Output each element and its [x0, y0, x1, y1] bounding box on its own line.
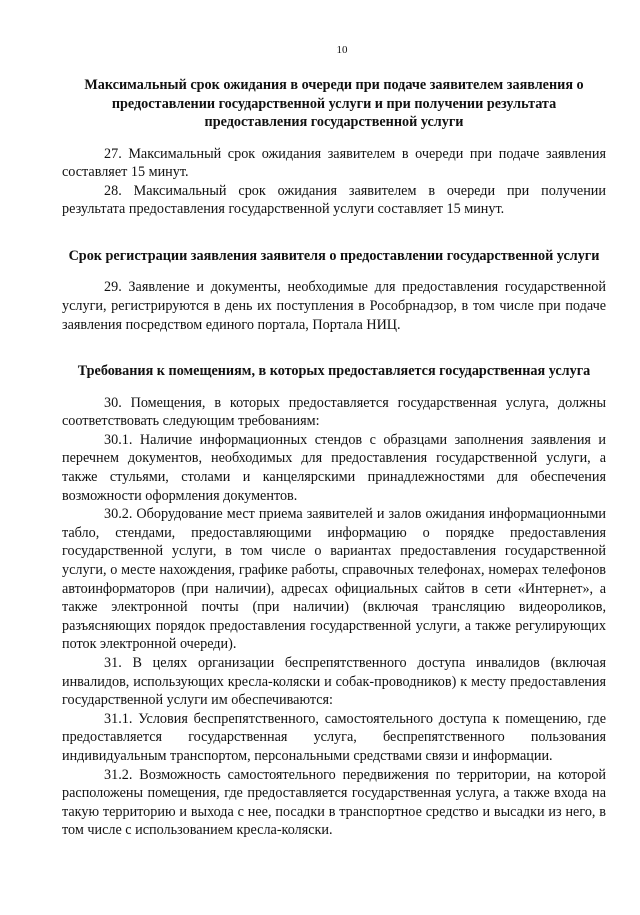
section-heading-registration-term: Срок регистрации заявления заявителя о предоставлении государственной услуги	[68, 247, 600, 264]
page-number: 10	[336, 44, 348, 56]
paragraph-31-2: 31.2. Возможность самостоятельного передвижения по территории, на которой расположены помещения, где предоставляется государственная услуга, а также входа на такую территорию и выхода с нее, посадки в транспортное средство и высадки из него, в том числе с использованием кресла-коляски.	[62, 766, 606, 839]
paragraph-27: 27. Максимальный срок ожидания заявителем в очереди при подаче заявления составляет 15 минут.	[62, 145, 606, 181]
section-heading-queue-time: Максимальный срок ожидания в очереди при подаче заявителем заявления о предоставлении государственной услуги и при получении результата предоставления государственной услуги	[84, 77, 584, 130]
paragraph-29: 29. Заявление и документы, необходимые для предоставления государственной услуги, регистрируются в день их поступления в Рособрнадзор, в том числе при подаче заявления посредством единого портала, Портала НИЦ.	[62, 279, 606, 333]
paragraph-30-1: 30.1. Наличие информационных стендов с образцами заполнения заявления и перечнем документов, необходимых для предоставления государственной услуги, а также стульями, столами и канцелярскими принадлежностями для обеспечения возможности оформления документов.	[62, 431, 606, 504]
paragraph-31-1: 31.1. Условия беспрепятственного, самостоятельного доступа к помещению, где предоставляется государственная услуга, беспрепятственного пользования индивидуальным транспортом, персональными средствами связи и информации.	[62, 710, 606, 764]
paragraph-28: 28. Максимальный срок ожидания заявителем в очереди при получении результата предоставления государственной услуги составляет 15 минут.	[62, 182, 606, 218]
paragraph-30-2: 30.2. Оборудование мест приема заявителей и залов ожидания информационными табло, стендами, предоставляющими информацию о порядке предоставления государственной услуги, в том числе о вариантах предоставления государственной услуги, о месте нахождения, графике работы, справочных телефонах, номерах телефонов автоинформаторов (при наличии), адресах официальных сайтов в сети «Интернет», а также электронной почты (при наличии) (включая трансляцию видеороликов, разъясняющих порядок предоставления государственной услуги, а также регулирующих поток электронной очереди).	[62, 506, 606, 653]
section-heading-premises-requirements: Требования к помещениям, в которых предоставляется государственная услуга	[77, 363, 591, 380]
paragraph-31: 31. В целях организации беспрепятственного доступа инвалидов (включая инвалидов, использующих кресла-коляски и собак-проводников) к месту предоставления государственной услуги им обеспечиваются:	[62, 654, 606, 709]
paragraph-30: 30. Помещения, в которых предоставляется государственная услуга, должны соответствовать следующим требованиям:	[62, 394, 606, 430]
